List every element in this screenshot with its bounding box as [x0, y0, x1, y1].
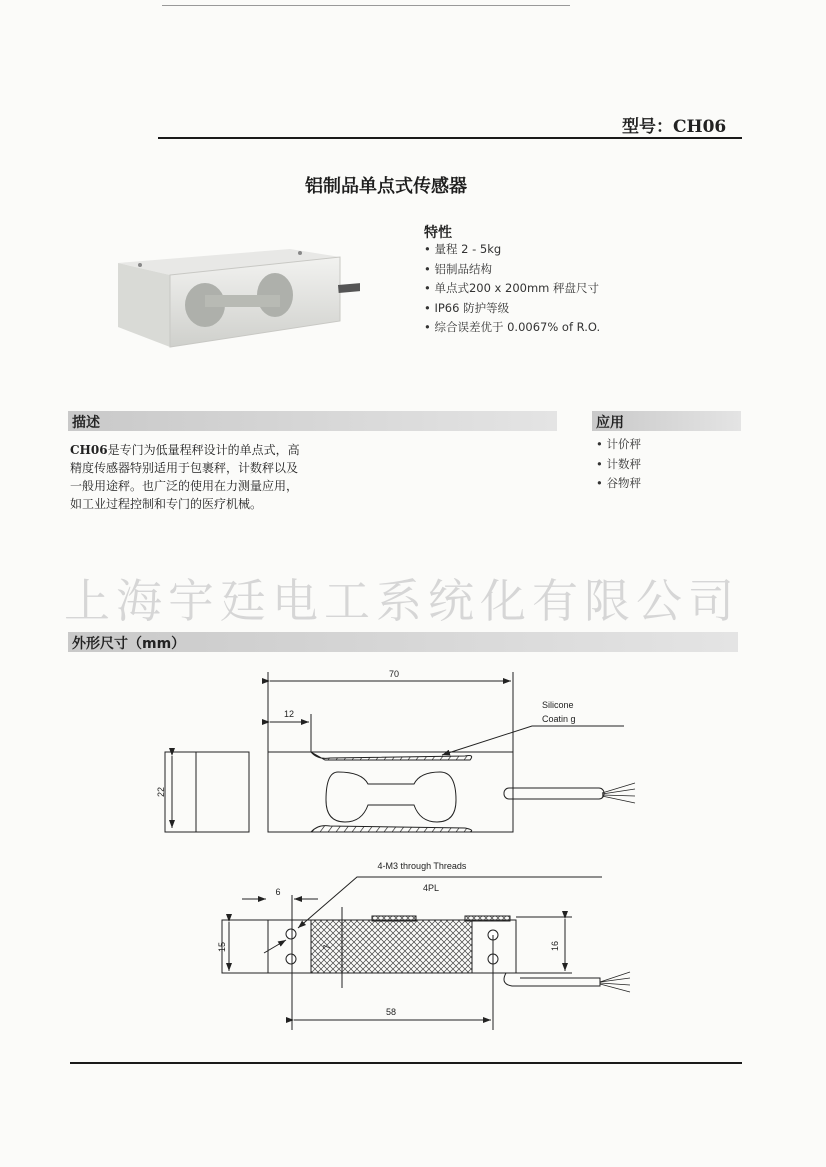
- dimensions-heading: 外形尺寸（mm）: [72, 636, 186, 652]
- features-heading: 特性: [424, 225, 452, 241]
- applications-heading: 应用: [596, 415, 624, 431]
- watermark: 上海宇廷电工系统化有限公司: [64, 574, 740, 628]
- length-label: 70: [388, 669, 400, 679]
- offset-label: 12: [283, 709, 295, 719]
- side-view: [165, 752, 249, 832]
- application-item: • 谷物秤: [596, 474, 641, 494]
- feature-item: • 单点式200 x 200mm 秤盘尺寸: [424, 279, 600, 299]
- front-view: [268, 752, 513, 832]
- threads-label: 4-M3 through Threads: [377, 861, 467, 871]
- application-item: • 计数秤: [596, 455, 641, 475]
- feature-item: • 铝制品结构: [424, 260, 600, 280]
- application-item: • 计价秤: [596, 435, 641, 455]
- threads-qty-label: 4PL: [422, 883, 440, 893]
- hole-offset-label: 6: [275, 887, 281, 897]
- width-right-label: 16: [550, 940, 560, 952]
- feature-item: • 量程 2 - 5kg: [424, 240, 600, 260]
- hole-spacing-label: 7: [322, 944, 332, 950]
- model-number: 型号：CH06: [622, 117, 727, 137]
- coating-label: Silicone: [542, 700, 574, 710]
- description-body: 是专门为低量程秤设计的单点式，高精度传感器特别适用于包裹秤，计数秤以及一般用途秤。也广泛的使用在力测量应用，如工业过程控制和专门的医疗机械。: [70, 443, 300, 511]
- description-heading: 描述: [72, 415, 100, 431]
- coating-label-2: Coatin g: [542, 714, 576, 724]
- feature-item: • 综合误差优于 0.0067% of R.O.: [424, 318, 600, 338]
- description-model: CH06: [70, 443, 108, 457]
- hole-pitch-label: 58: [385, 1007, 397, 1017]
- height-label: 22: [156, 786, 166, 798]
- feature-item: • IP66 防护等级: [424, 299, 600, 319]
- footer-rule: [70, 1062, 742, 1064]
- width-left-label: 15: [217, 941, 227, 953]
- page-title: 铝制品单点式传感器: [305, 176, 467, 197]
